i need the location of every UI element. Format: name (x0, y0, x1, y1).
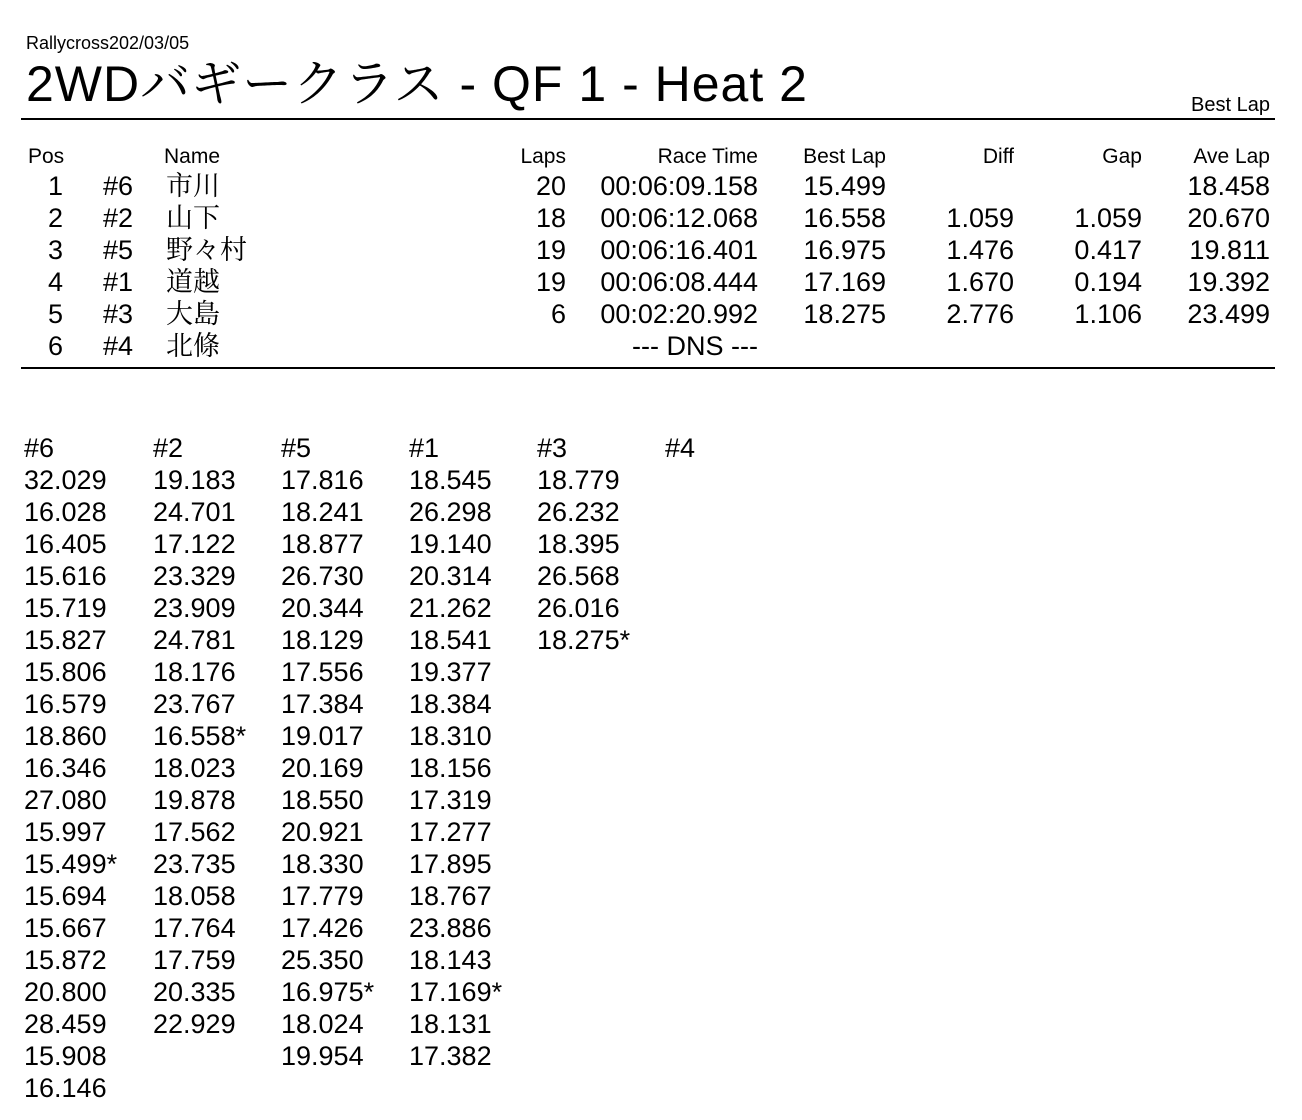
lap-time: 18.310 (409, 721, 492, 751)
lap-time: 18.330 (281, 849, 364, 879)
lap-time: 26.298 (409, 497, 492, 527)
col-best-lap-header: Best Lap (803, 145, 886, 168)
best-lap-cell: 17.169 (803, 267, 886, 297)
name-cell: 大島 (166, 299, 220, 329)
lap-time: 17.426 (281, 913, 364, 943)
pos-cell: 2 (48, 203, 64, 233)
car-cell: #1 (103, 267, 134, 297)
car-cell: #2 (103, 203, 134, 233)
lap-time: 17.562 (153, 817, 236, 847)
best-lap-cell: 16.975 (803, 235, 886, 265)
event-date: Rallycross202/03/05 (26, 33, 190, 53)
lap-time: 18.545 (409, 465, 492, 495)
lap-time: 17.122 (153, 529, 236, 559)
lap-time: 16.028 (24, 497, 107, 527)
lap-time: 16.146 (24, 1073, 107, 1103)
gap-cell: 0.417 (1074, 235, 1142, 265)
ave-lap-cell: 18.458 (1187, 171, 1270, 201)
lap-column-car: #5 (281, 433, 312, 463)
col-name-header: Name (164, 145, 221, 168)
result-row (0, 298, 1302, 330)
lap-time: 19.878 (153, 785, 236, 815)
lap-time: 19.954 (281, 1041, 364, 1071)
lap-time: 23.735 (153, 849, 236, 879)
lap-time: 24.781 (153, 625, 236, 655)
race-time-cell: 00:06:12.068 (600, 203, 758, 233)
lap-column (409, 432, 533, 1072)
lap-time: 15.667 (24, 913, 107, 943)
lap-time: 19.140 (409, 529, 492, 559)
race-time-cell: 00:06:08.444 (600, 267, 758, 297)
ave-lap-cell: 19.392 (1187, 267, 1270, 297)
name-cell: 野々村 (166, 235, 247, 265)
diff-cell: 1.059 (946, 203, 1014, 233)
lap-time: 27.080 (24, 785, 107, 815)
lap-column-car: #6 (24, 433, 55, 463)
lap-time: 16.405 (24, 529, 107, 559)
col-race-time-header: Race Time (657, 145, 758, 168)
result-row (0, 330, 1302, 362)
lap-time: 15.694 (24, 881, 107, 911)
lap-time: 23.329 (153, 561, 236, 591)
lap-time: 22.929 (153, 1009, 236, 1039)
lap-time: 17.169* (409, 977, 503, 1007)
ave-lap-cell: 19.811 (1189, 235, 1270, 265)
pos-cell: 6 (48, 331, 64, 361)
lap-time: 23.886 (409, 913, 492, 943)
lap-time: 23.767 (153, 689, 236, 719)
lap-time: 15.908 (24, 1041, 107, 1071)
lap-time: 23.909 (153, 593, 236, 623)
lap-time: 16.975* (281, 977, 375, 1007)
laps-cell: 6 (550, 299, 566, 329)
bottom-divider (21, 367, 1275, 369)
lap-time: 18.176 (153, 657, 236, 687)
result-row (0, 234, 1302, 266)
lap-time: 18.395 (537, 529, 620, 559)
lap-time: 20.800 (24, 977, 107, 1007)
name-cell: 道越 (166, 267, 220, 297)
lap-time: 17.895 (409, 849, 492, 879)
laps-cell: 19 (535, 267, 566, 297)
car-cell: #3 (103, 299, 134, 329)
lap-time: 17.556 (281, 657, 364, 687)
lap-time: 26.016 (537, 593, 620, 623)
diff-cell: 1.670 (946, 267, 1014, 297)
result-row (0, 170, 1302, 202)
race-time-cell: 00:02:20.992 (600, 299, 758, 329)
lap-time: 18.156 (409, 753, 492, 783)
lap-time: 24.701 (153, 497, 236, 527)
lap-time: 19.377 (409, 657, 492, 687)
col-diff-header: Diff (982, 145, 1014, 168)
lap-time: 15.827 (24, 625, 107, 655)
lap-time: 17.277 (409, 817, 492, 847)
car-cell: #5 (103, 235, 134, 265)
lap-time: 16.346 (24, 753, 107, 783)
lap-time: 26.730 (281, 561, 364, 591)
race-time-cell: 00:06:09.158 (600, 171, 758, 201)
lap-time: 18.275* (537, 625, 631, 655)
lap-time: 15.872 (24, 945, 107, 975)
lap-time: 32.029 (24, 465, 107, 495)
top-divider (21, 118, 1275, 120)
col-laps-header: Laps (520, 145, 566, 168)
lap-time: 17.384 (281, 689, 364, 719)
lap-column (153, 432, 277, 1040)
pos-cell: 1 (48, 171, 64, 201)
lap-time: 18.779 (537, 465, 620, 495)
lap-time: 18.024 (281, 1009, 364, 1039)
lap-column (537, 432, 661, 656)
lap-time: 18.767 (409, 881, 492, 911)
lap-time: 18.550 (281, 785, 364, 815)
best-lap-cell: 16.558 (803, 203, 886, 233)
lap-time: 17.382 (409, 1041, 492, 1071)
lap-time: 15.616 (24, 561, 107, 591)
lap-time: 18.541 (409, 625, 492, 655)
lap-time: 18.241 (281, 497, 364, 527)
gap-cell: 0.194 (1074, 267, 1142, 297)
lap-time: 16.558* (153, 721, 247, 751)
lap-column (24, 432, 148, 1104)
lap-time: 17.816 (281, 465, 364, 495)
name-cell: 北條 (166, 331, 220, 361)
lap-time: 20.335 (153, 977, 236, 1007)
lap-time: 19.183 (153, 465, 236, 495)
best-lap-cell: 15.499 (803, 171, 886, 201)
laps-cell: 18 (535, 203, 566, 233)
lap-time: 26.232 (537, 497, 620, 527)
gap-cell: 1.106 (1074, 299, 1142, 329)
lap-time: 21.262 (409, 593, 492, 623)
lap-time: 19.017 (281, 721, 364, 751)
pos-cell: 5 (48, 299, 64, 329)
laps-cell: 20 (535, 171, 566, 201)
lap-time: 18.058 (153, 881, 236, 911)
diff-cell: 1.476 (946, 235, 1014, 265)
lap-time: 20.344 (281, 593, 364, 623)
page-title: 2WDバギークラス - QF 1 - Heat 2 (26, 56, 808, 112)
lap-time: 28.459 (24, 1009, 107, 1039)
name-cell: 山下 (166, 203, 220, 233)
race-time-cell: 00:06:16.401 (600, 235, 758, 265)
car-cell: #6 (103, 171, 134, 201)
race-time-cell: --- DNS --- (632, 331, 758, 361)
lap-time: 18.131 (409, 1009, 492, 1039)
lap-time: 18.023 (153, 753, 236, 783)
lap-time: 17.779 (281, 881, 364, 911)
pos-cell: 4 (48, 267, 64, 297)
lap-column-car: #2 (153, 433, 184, 463)
lap-column-car: #1 (409, 433, 440, 463)
lap-time: 17.759 (153, 945, 236, 975)
col-ave-lap-header: Ave Lap (1193, 145, 1270, 168)
lap-time: 15.806 (24, 657, 107, 687)
sort-label: Best Lap (1191, 94, 1270, 116)
lap-column (281, 432, 405, 1072)
lap-time: 18.877 (281, 529, 364, 559)
lap-time: 18.384 (409, 689, 492, 719)
lap-time: 16.579 (24, 689, 107, 719)
result-row (0, 202, 1302, 234)
col-pos-header: Pos (28, 145, 65, 168)
lap-column-car: #4 (665, 433, 696, 463)
lap-time: 20.169 (281, 753, 364, 783)
lap-time: 20.921 (281, 817, 364, 847)
lap-column-car: #3 (537, 433, 568, 463)
name-cell: 市川 (166, 171, 220, 201)
lap-time: 15.997 (24, 817, 107, 847)
laps-cell: 19 (535, 235, 566, 265)
lap-column (665, 432, 789, 464)
result-row (0, 266, 1302, 298)
lap-time: 25.350 (281, 945, 364, 975)
ave-lap-cell: 23.499 (1187, 299, 1270, 329)
lap-time: 18.143 (409, 945, 492, 975)
lap-time: 17.319 (409, 785, 492, 815)
lap-time: 18.860 (24, 721, 107, 751)
ave-lap-cell: 20.670 (1187, 203, 1270, 233)
lap-time: 20.314 (409, 561, 492, 591)
gap-cell: 1.059 (1074, 203, 1142, 233)
lap-time: 15.719 (24, 593, 107, 623)
diff-cell: 2.776 (946, 299, 1014, 329)
lap-time: 15.499* (24, 849, 118, 879)
col-gap-header: Gap (1102, 145, 1142, 168)
best-lap-cell: 18.275 (803, 299, 886, 329)
pos-cell: 3 (48, 235, 64, 265)
lap-time: 26.568 (537, 561, 620, 591)
lap-time: 18.129 (281, 625, 364, 655)
lap-time: 17.764 (153, 913, 236, 943)
car-cell: #4 (103, 331, 134, 361)
